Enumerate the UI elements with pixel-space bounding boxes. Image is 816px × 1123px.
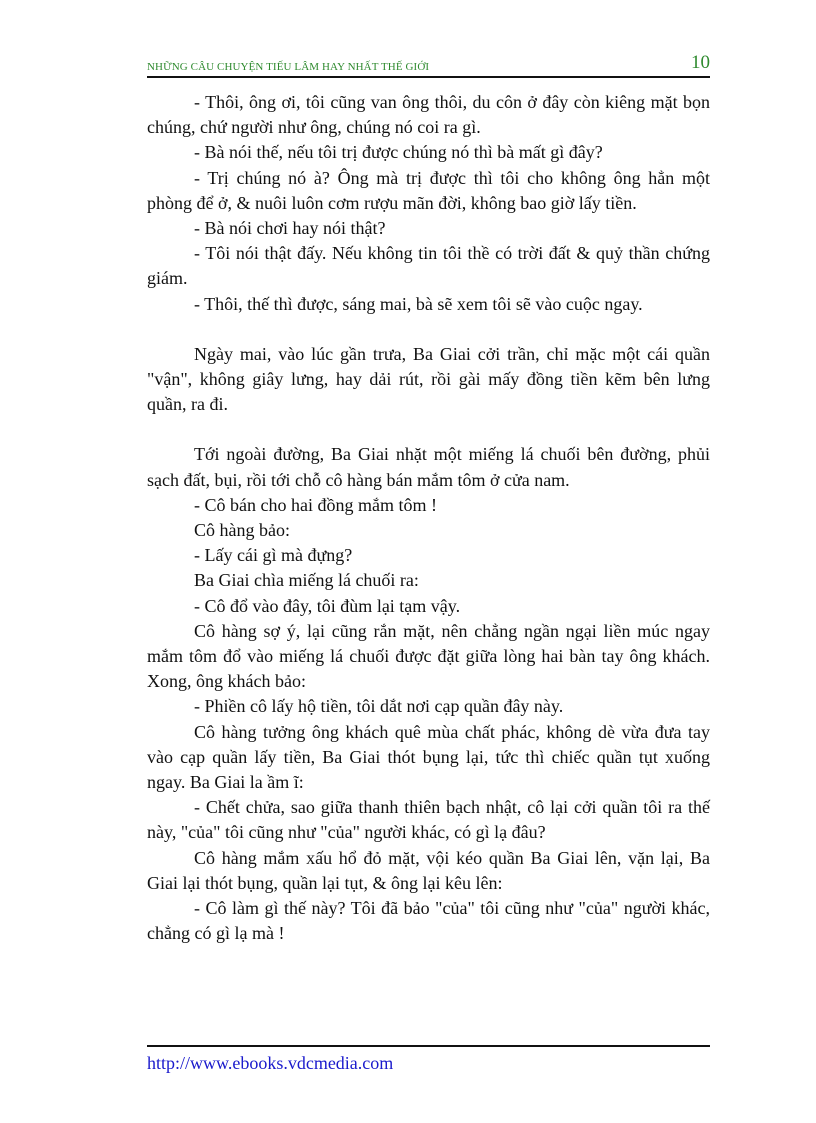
paragraph-15: - Phiền cô lấy hộ tiền, tôi dắt nơi cạp quần đây này. bbox=[194, 696, 564, 717]
paragraph-17: - Chết chửa, sao giữa thanh thiên bạch nhật, cô lại cởi quần tôi ra thế này, "của" tôi cũng như "của" người khác, có gì lạ đâu? bbox=[147, 797, 710, 843]
paragraph-5: - Tôi nói thật đấy. Nếu không tin tôi thề có trời đất & quỷ thần chứng giám. bbox=[147, 243, 710, 289]
page-header bbox=[147, 52, 710, 78]
paragraph-11: - Lấy cái gì mà đựng? bbox=[194, 545, 353, 566]
paragraph-8: Tới ngoài đường, Ba Giai nhặt một miếng lá chuối bên đường, phủi sạch đất, bụi, rồi tới chỗ cô hàng bán mắm tôm ở cửa nam. bbox=[147, 444, 710, 490]
story-text bbox=[147, 90, 710, 947]
book-title: NHỮNG CÂU CHUYỆN TIẾU LÂM HAY NHẤT THẾ GIỚI bbox=[147, 61, 430, 73]
paragraph-6: - Thôi, thế thì được, sáng mai, bà sẽ xem tôi sẽ vào cuộc ngay. bbox=[194, 293, 643, 314]
paragraph-13: - Cô đổ vào đây, tôi đùm lại tạm vậy. bbox=[194, 595, 461, 616]
paragraph-12: Ba Giai chìa miếng lá chuối ra: bbox=[194, 570, 419, 591]
paragraph-14: Cô hàng sợ ý, lại cũng rắn mặt, nên chẳng ngần ngại liền múc ngay mắm tôm đổ vào miếng lá chuối được đặt giữa lòng hai bàn tay ông khách. Xong, ông khách bảo: bbox=[147, 620, 710, 692]
paragraph-10: Cô hàng bảo: bbox=[194, 520, 290, 541]
paragraph-19: - Cô làm gì thế này? Tôi đã bảo "của" tôi cũng như "của" người khác, chẳng có gì lạ mà ! bbox=[147, 898, 710, 944]
paragraph-3: - Trị chúng nó à? Ông mà trị được thì tôi cho không ông hẳn một phòng để ở, & nuôi luôn cơm rượu mãn đời, không bao giờ lấy tiền. bbox=[147, 167, 710, 213]
paragraph-9: - Cô bán cho hai đồng mắm tôm ! bbox=[194, 494, 437, 515]
paragraph-7: Ngày mai, vào lúc gần trưa, Ba Giai cởi trần, chỉ mặc một cái quần "vận", không giây lưng, hay dải rút, rồi gài mấy đồng tiền kẽm bên lưng quần, ra đi. bbox=[147, 343, 710, 415]
paragraph-18: Cô hàng mắm xấu hổ đỏ mặt, vội kéo quần Ba Giai lên, vặn lại, Ba Giai lại thót bụng, quần lại tụt, & ông lại kêu lên: bbox=[147, 847, 710, 893]
paragraph-4: - Bà nói chơi hay nói thật? bbox=[194, 218, 386, 239]
page-number: 10 bbox=[691, 52, 710, 73]
website-link[interactable]: http://www.ebooks.vdcmedia.com bbox=[147, 1053, 394, 1073]
paragraph-16: Cô hàng tưởng ông khách quê mùa chất phác, không dè vừa đưa tay vào cạp quần lấy tiền, Ba Giai thót bụng lại, tức thì chiếc quần tụt xuống ngay. Ba Giai la ầm ĩ: bbox=[147, 721, 710, 793]
page-footer bbox=[147, 1045, 710, 1074]
paragraph-1: - Thôi, ông ơi, tôi cũng van ông thôi, du côn ở đây còn kiêng mặt bọn chúng, chứ người như ông, chúng nó coi ra gì. bbox=[147, 92, 710, 138]
paragraph-2: - Bà nói thế, nếu tôi trị được chúng nó thì bà mất gì đây? bbox=[194, 142, 603, 163]
